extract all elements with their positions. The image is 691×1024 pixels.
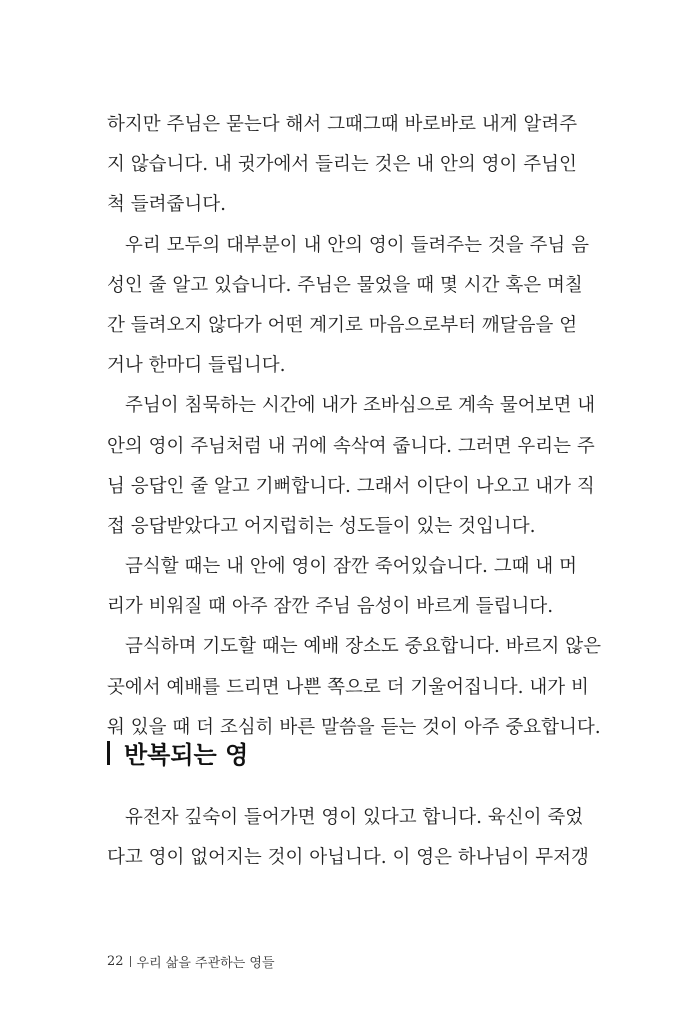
text-line: 리가 비워질 때 아주 잠깐 주님 음성이 바르게 들립니다.	[107, 596, 554, 618]
book-title: 우리 삶을 주관하는 영들	[136, 956, 275, 971]
paragraph	[107, 105, 578, 226]
text-line: 주님이 침묵하는 시간에 내가 조바심으로 계속 물어보면 내	[125, 395, 596, 417]
text-line: 다고 영이 없어지는 것이 아닙니다. 이 영은 하나님이 무저갱	[107, 847, 589, 869]
text-line: 하지만 주님은 묻는다 해서 그때그때 바로바로 내게 알려주	[107, 114, 578, 135]
paragraph	[107, 226, 589, 387]
section-heading-text: 반복되는 영	[124, 741, 249, 769]
text-line: 접 응답받았다고 어지럽히는 성도들이 있는 것입니다.	[107, 515, 536, 537]
section-heading	[107, 735, 248, 770]
footer-separator	[130, 956, 131, 967]
section-body-text	[107, 798, 589, 878]
text-line: 안의 영이 주님처럼 내 귀에 속삭여 줍니다. 그러면 우리는 주	[107, 435, 595, 457]
text-line: 금식하며 기도할 때는 예배 장소도 중요합니다. 바르지 않은	[125, 636, 601, 658]
text-line: 간 들려오지 않다가 어떤 계기로 마음으로부터 깨달음을 얻	[107, 314, 578, 336]
heading-bar	[107, 741, 110, 765]
paragraph	[107, 386, 596, 547]
paragraph	[107, 798, 589, 878]
body-text	[107, 105, 601, 748]
text-line: 거나 한마디 들립니다.	[107, 355, 286, 377]
paragraph	[107, 547, 577, 627]
page-footer	[107, 952, 275, 971]
text-line: 성인 줄 알고 있습니다. 주님은 물었을 때 몇 시간 혹은 며칠	[107, 274, 583, 296]
text-line: 유전자 깊숙이 들어가면 영이 있다고 합니다. 육신이 죽었	[125, 807, 584, 828]
text-line: 님 응답인 줄 알고 기뻐합니다. 그래서 이단이 나오고 내가 직	[107, 475, 595, 497]
text-line: 우리 모두의 대부분이 내 안의 영이 들려주는 것을 주님 음	[125, 234, 589, 256]
text-line: 곳에서 예배를 드리면 나쁜 쪽으로 더 기울어집니다. 내가 비	[107, 676, 589, 698]
paragraph	[107, 627, 601, 748]
text-line: 금식할 때는 내 안에 영이 잠깐 죽어있습니다. 그때 내 머	[125, 556, 577, 578]
page-number: 22	[107, 954, 124, 969]
text-line: 척 들려줍니다.	[107, 194, 226, 216]
text-line: 워 있을 때 더 조심히 바른 말씀을 듣는 것이 아주 중요합니다.	[107, 716, 601, 738]
text-line: 지 않습니다. 내 귓가에서 들리는 것은 내 안의 영이 주님인	[107, 154, 577, 176]
